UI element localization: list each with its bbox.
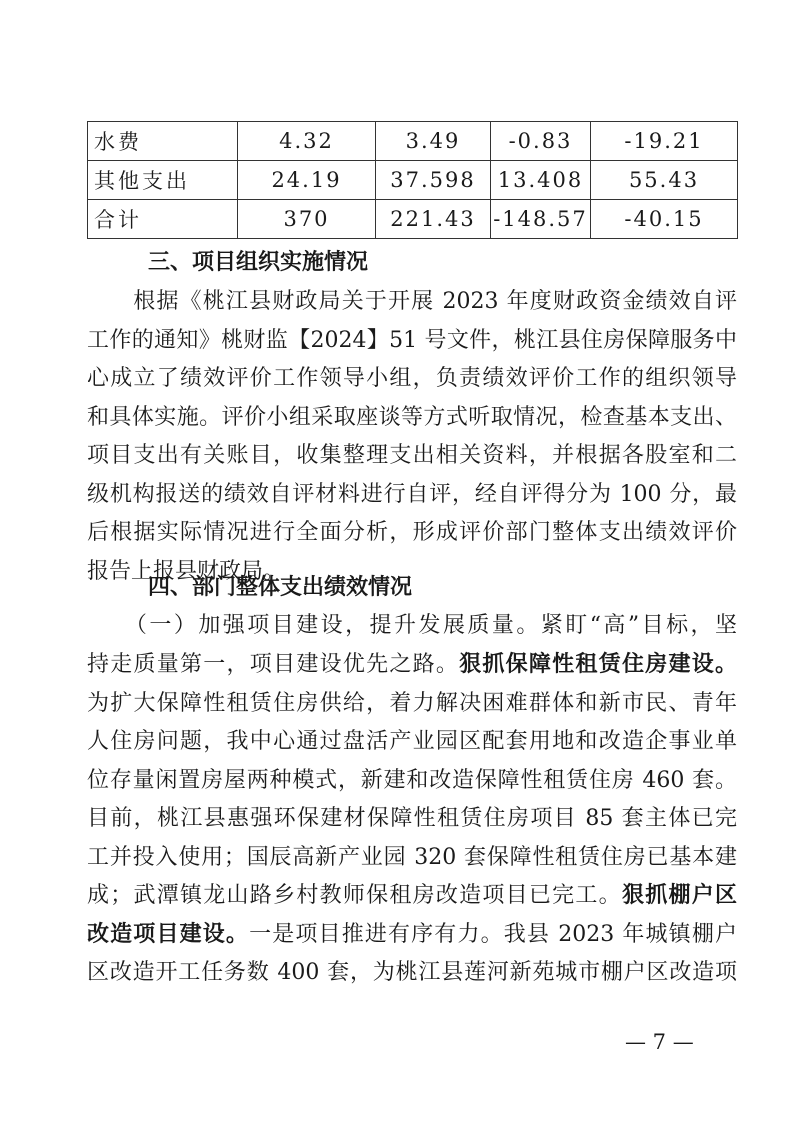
paragraph-line: 工作的通知》桃财监【2024】51 号文件，桃江县住房保障服务中 (87, 328, 737, 353)
bold-phrase: 狠抓保障性租赁住房建设。 (459, 652, 737, 677)
paragraph-line: 级机构报送的绩效自评材料进行自评，经自评得分为 100 分，最 (87, 482, 737, 507)
page-number: — 7 — (625, 1030, 694, 1054)
table-row (88, 122, 738, 161)
table-cell: 4.32 (238, 122, 376, 161)
table-cell: 3.49 (376, 122, 491, 161)
table-cell: 37.598 (376, 161, 491, 200)
table-row (88, 200, 738, 239)
table-cell: 370 (238, 200, 376, 239)
table-cell: 55.43 (591, 161, 738, 200)
paragraph-line: 和具体实施。评价小组采取座谈等方式听取情况，检查基本支出、 (87, 405, 737, 430)
paragraph-line: 持走质量第一，项目建设优先之路。狠抓保障性租赁住房建设。 (87, 652, 737, 677)
paragraph-line: 心成立了绩效评价工作领导小组，负责绩效评价工作的组织领导 (87, 366, 737, 391)
section-heading: 三、项目组织实施情况 (148, 250, 369, 275)
paragraph-line: 人住房问题，我中心通过盘活产业园区配套用地和改造企事业单 (87, 729, 737, 754)
paragraph-line: 成；武潭镇龙山路乡村教师保租房改造项目已完工。狠抓棚户区 (87, 883, 737, 908)
paragraph-line: 为扩大保障性租赁住房供给，着力解决困难群体和新市民、青年 (87, 691, 737, 716)
bold-phrase: 狠抓棚户区 (621, 883, 737, 908)
table-cell: 221.43 (376, 200, 491, 239)
row-label: 其他支出 (88, 161, 238, 200)
paragraph-line: 位存量闲置房屋两种模式，新建和改造保障性租赁住房 460 套。 (87, 768, 737, 793)
paragraph-line: 目前，桃江县惠强环保建材保障性租赁住房项目 85 套主体已完 (87, 806, 737, 831)
table-cell: 24.19 (238, 161, 376, 200)
table-row (88, 161, 738, 200)
paragraph-line: 根据《桃江县财政局关于开展 2023 年度财政资金绩效自评 (87, 289, 737, 314)
paragraph-line: 后根据实际情况进行全面分析，形成评价部门整体支出绩效评价 (87, 520, 737, 545)
table-cell: -148.57 (491, 200, 591, 239)
table-cell: -0.83 (491, 122, 591, 161)
paragraph-line: （一）加强项目建设，提升发展质量。紧盯“高”目标，坚 (87, 613, 737, 638)
paragraph-line: 区改造开工任务数 400 套，为桃江县莲河新苑城市棚户区改造项 (87, 960, 737, 985)
paragraph-line: 改造项目建设。一是项目推进有序有力。我县 2023 年城镇棚户 (87, 922, 737, 947)
table-cell: 13.408 (491, 161, 591, 200)
expense-table (87, 121, 738, 239)
bold-phrase: 改造项目建设。 (87, 922, 250, 947)
row-label: 水费 (88, 122, 238, 161)
table-cell: -19.21 (591, 122, 738, 161)
paragraph-line: 工并投入使用；国辰高新产业园 320 套保障性租赁住房已基本建 (87, 845, 737, 870)
paragraph-line: 报告上报县财政局。 (87, 559, 286, 584)
paragraph-line: 项目支出有关账目，收集整理支出相关资料，并根据各股室和二 (87, 443, 737, 468)
table-cell: -40.15 (591, 200, 738, 239)
row-label: 合计 (88, 200, 238, 239)
section-heading: 四、部门整体支出绩效情况 (148, 575, 413, 600)
